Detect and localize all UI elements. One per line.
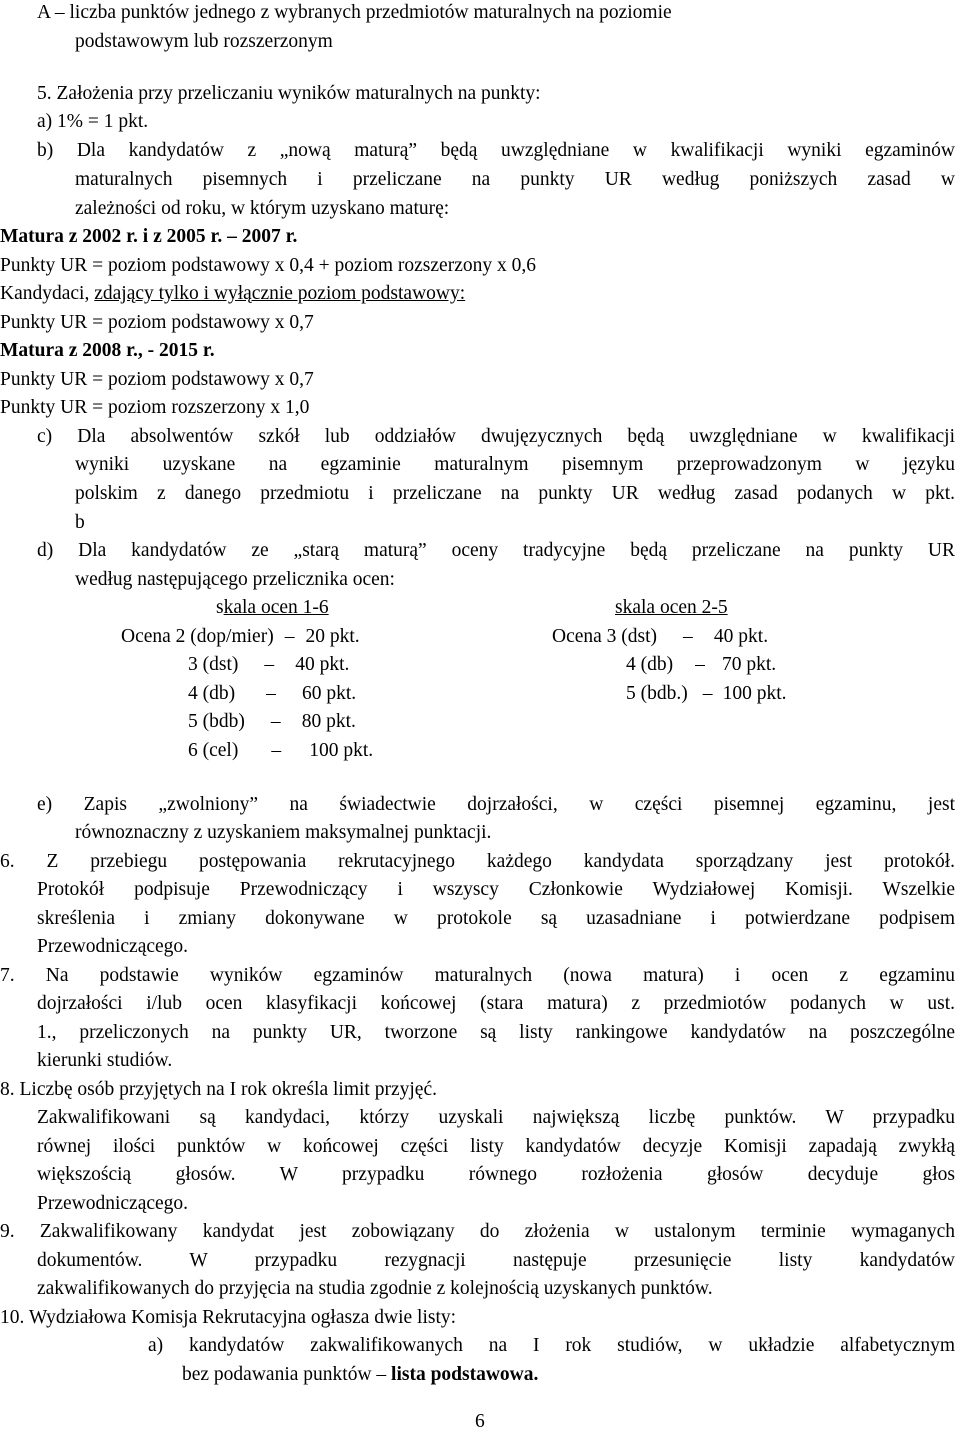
text-line: A – liczba punktów jednego z wybranych przedmiotów maturalnych na poziomie [37,2,672,23]
grade-row: Ocena 2 (dop/mier) – 20 pkt. [121,626,360,647]
formula: Punkty UR = poziom podstawowy x 0,7 [0,312,314,333]
scale-2-5-title: skala ocen 2-5 [615,597,728,618]
text-line: większością głosów. W przypadku równego rozłożenia głosów decyduje głos [37,1164,955,1185]
text-line: b [75,512,85,533]
section-6: 6. Z przebiegu postępowania rekrutacyjnego każdego kandydata sporządzany jest protokół. [0,851,955,872]
text-line: podstawowym lub rozszerzonym [75,31,333,52]
text-line: c) Dla absolwentów szkół lub oddziałów dwujęzycznych będą uwzględniane w kwalifikacji [37,426,955,447]
text-line: równoznaczny z uzyskaniem maksymalnej punktacji. [75,822,492,843]
text-line: według następującego przelicznika ocen: [75,569,395,590]
section-5: 5. Założenia przy przeliczaniu wyników maturalnych na punkty: [37,83,541,104]
formula: Punkty UR = poziom rozszerzony x 1,0 [0,397,310,418]
section-9: 9. Zakwalifikowany kandydat jest zobowiązany do złożenia w ustalonym terminie wymaganych [0,1221,955,1242]
grade-row: 4 (db) – 70 pkt. [626,654,777,675]
text-line: Zakwalifikowani są kandydaci, którzy uzyskali największą liczbę punktów. W przypadku [37,1107,955,1128]
text-line: d) Dla kandydatów ze „starą maturą” oceny tradycyjne będą przeliczane na punkty UR [37,540,955,561]
text-line: bez podawania punktów – lista podstawowa. [182,1364,539,1385]
text-line: a) 1% = 1 pkt. [37,111,149,132]
text-line: dojrzałości i/lub ocen klasyfikacji końcowej (stara matura) z przedmiotów podanych w ust. [37,993,955,1014]
grade-row: 5 (bdb.) – 100 pkt. [626,683,787,704]
formula: Punkty UR = poziom podstawowy x 0,7 [0,369,314,390]
grade-row: 6 (cel) – 100 pkt. [188,740,374,761]
heading-matura-2008: Matura z 2008 r., - 2015 r. [0,340,215,361]
text-line: równej ilości punktów w końcowej części listy kandydatów decyzje Komisji zapadają zwykłą [37,1136,955,1157]
text-line: Protokół podpisuje Przewodniczący i wszyscy Członkowie Wydziałowej Komisji. Wszelkie [37,879,955,900]
section-8: 8. Liczbę osób przyjętych na I rok określa limit przyjęć. [0,1079,437,1100]
text-line: a) kandydatów zakwalifikowanych na I rok studiów, w układzie alfabetycznym [148,1335,955,1356]
grade-row: 5 (bdb) – 80 pkt. [188,711,356,732]
text-line: 1., przeliczonych na punkty UR, tworzone są listy rankingowe kandydatów na poszczególne [37,1022,955,1043]
text-line: skreślenia i zmiany dokonywane w protokole są uzasadniane i potwierdzane podpisem [37,908,955,929]
section-7: 7. Na podstawie wyników egzaminów maturalnych (nowa matura) i ocen z egzaminu [0,965,955,986]
page-number: 6 [475,1411,485,1432]
text-line: kierunki studiów. [37,1050,173,1071]
text-line: polskim z danego przedmiotu i przeliczane na punkty UR według zasad podanych w pkt. [75,483,955,504]
text-line: dokumentów. W przypadku rezygnacji następuje przesunięcie listy kandydatów [37,1250,955,1271]
text-line: Przewodniczącego. [37,1193,189,1214]
text-line: maturalnych pisemnych i przeliczane na punkty UR według poniższych zasad w [75,169,955,190]
heading-matura-2002: Matura z 2002 r. i z 2005 r. – 2007 r. [0,226,298,247]
text-line: zakwalifikowanych do przyjęcia na studia zgodnie z kolejnością uzyskanych punktów. [37,1278,713,1299]
grade-row: 3 (dst) – 40 pkt. [188,654,350,675]
section-10: 10. Wydziałowa Komisja Rekrutacyjna ogłasza dwie listy: [0,1307,457,1328]
scale-1-6-title: skala ocen 1-6 [216,597,329,618]
text-line: Przewodniczącego. [37,936,189,957]
text-line: wyniki uzyskane na egzaminie maturalnym pisemnym przeprowadzonym w języku [75,454,955,475]
grade-row: 4 (db) – 60 pkt. [188,683,357,704]
text-line: e) Zapis „zwolniony” na świadectwie dojrzałości, w części pisemnej egzaminu, jest [37,794,955,815]
text-line: b) Dla kandydatów z „nową maturą” będą uwzględniane w kwalifikacji wyniki egzaminów [37,140,955,161]
text-line: Kandydaci, zdający tylko i wyłącznie poziom podstawowy: [0,283,466,304]
grade-row: Ocena 3 (dst) – 40 pkt. [552,626,769,647]
formula: Punkty UR = poziom podstawowy x 0,4 + poziom rozszerzony x 0,6 [0,255,536,276]
text-line: zależności od roku, w którym uzyskano maturę: [75,198,450,219]
